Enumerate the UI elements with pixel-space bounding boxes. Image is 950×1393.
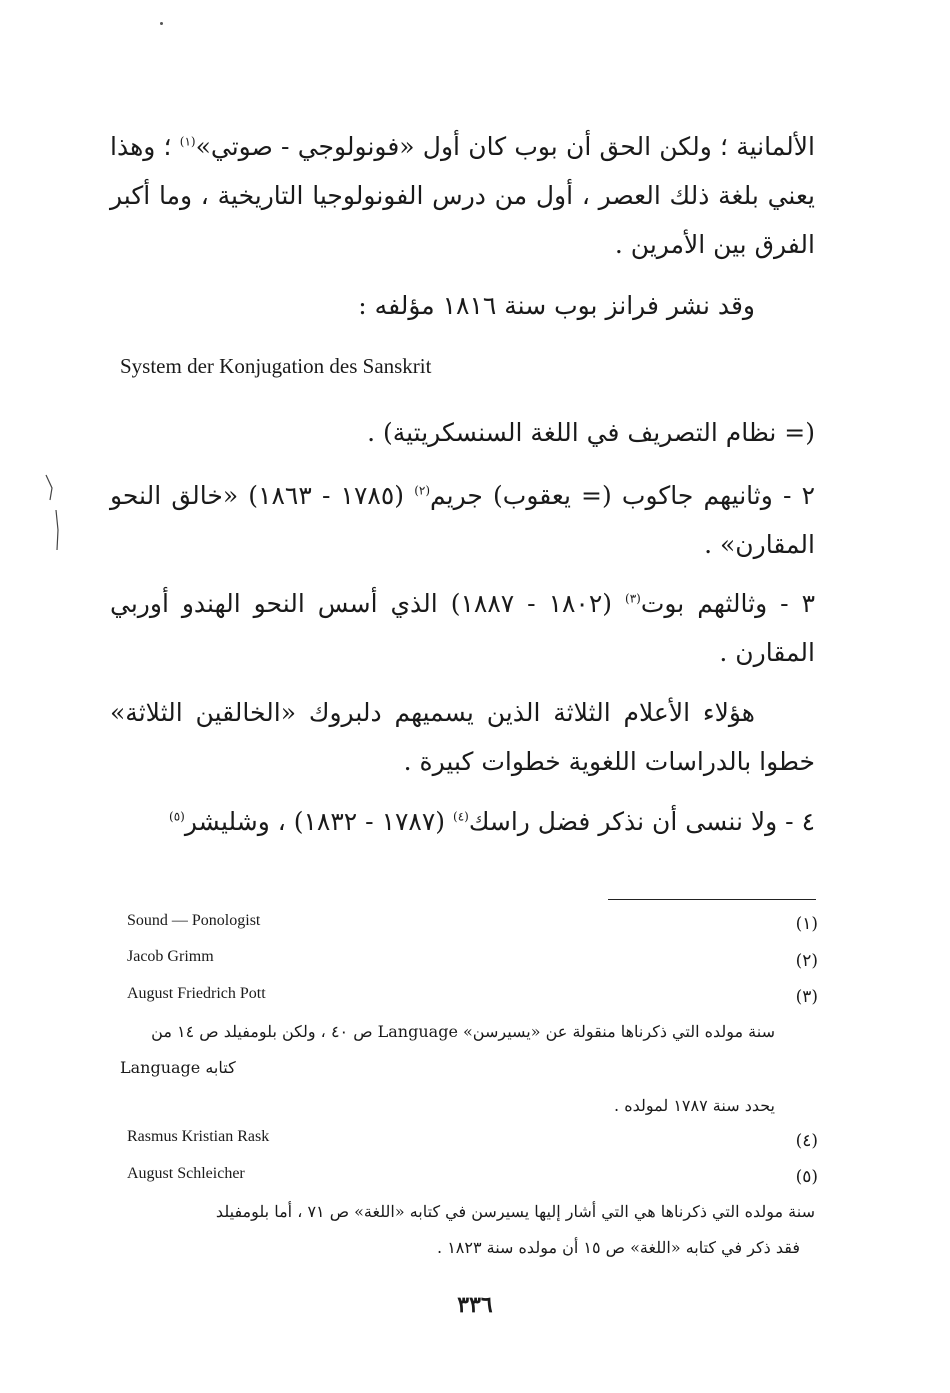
paragraph-7-text-a: ٤ - ولا ننسى أن نذكر فضل راسك	[468, 807, 815, 836]
footnote-2-number: (٢)	[795, 951, 818, 971]
paragraph-1-rest: ؛ وهذا يعني بلغة ذلك العصر ، أول من درس الفونولوجيا التاريخية ، وما أكبر الفرق بين الأمرين .	[110, 132, 815, 259]
paragraph-7	[110, 797, 815, 846]
latin-book-title: System der Konjugation des Sanskrit	[120, 354, 432, 378]
paragraph-4	[110, 471, 815, 569]
footnote-separator	[608, 899, 816, 900]
scan-speck	[160, 22, 163, 25]
footnote-3-text-line-2: يحدد سنة ١٧٨٧ لمولده .	[614, 1096, 775, 1115]
footnote-5-number: (٥)	[795, 1167, 818, 1187]
footnote-5-latin: August Schleicher	[127, 1165, 245, 1182]
margin-scan-marks	[36, 470, 66, 560]
paragraph-3: (= نظام التصريف في اللغة السنسكريتية) .	[367, 418, 815, 447]
footnote-5-text-line-1: سنة مولده التي ذكرناها هي التي أشار إليها يسيرسن في كتابه «اللغة» ص ٧١ ، أما بلومفيلد	[215, 1202, 815, 1221]
footnote-ref-1: (١)	[179, 134, 196, 149]
footnote-ref-5: (٥)	[169, 809, 185, 824]
paragraph-5	[110, 579, 815, 677]
paragraph-6: هؤلاء الأعلام الثلاثة الذين يسميهم دلبروك «الخالقين الثلاثة» خطوا بالدراسات اللغوية خطوات كبيرة .	[110, 698, 815, 776]
paragraph-7-text-b: (١٧٨٧ - ١٨٣٢) ، وشليشر	[184, 807, 446, 836]
paragraph-1-text: الألمانية ؛ ولكن الحق أن بوب كان أول «فونولوجي - صوتي»	[195, 132, 816, 161]
footnote-1-latin: Sound — Ponologist	[127, 912, 261, 929]
footnote-1-number: (١)	[795, 914, 818, 934]
footnote-5-text-line-2: فقد ذكر في كتابه «اللغة» ص ١٥ أن مولده سنة ١٨٢٣ .	[437, 1238, 800, 1257]
paragraph-4-text-b: (١٧٨٥ - ١٨٦٣) «خالق النحو المقارن» .	[110, 481, 815, 559]
footnote-ref-3: (٣)	[625, 591, 641, 606]
page-number: ٣٣٦	[457, 1292, 493, 1318]
footnote-3-number: (٣)	[795, 987, 818, 1007]
footnote-ref-4: (٤)	[453, 809, 469, 824]
footnote-3-latin: August Friedrich Pott	[127, 985, 266, 1002]
paragraph-2: وقد نشر فرانز بوب سنة ١٨١٦ مؤلفه :	[358, 291, 755, 320]
paragraph-4-text-a: ٢ - وثانيهم جاكوب (= يعقوب) جريم	[430, 481, 816, 510]
paragraph-5-text-b: (١٨٠٢ - ١٨٨٧) الذي أسس النحو الهندو أوربي المقارن .	[110, 589, 815, 667]
footnote-2-latin: Jacob Grimm	[127, 948, 214, 965]
footnote-3-text-line-1: سنة مولده التي ذكرناها منقولة عن «يسيرسن» Language ص ٤٠ ، ولكن بلومفيلد ص ١٤ من	[151, 1022, 775, 1041]
footnote-4-number: (٤)	[795, 1131, 818, 1151]
footnote-4-latin: Rasmus Kristian Rask	[127, 1128, 270, 1145]
paragraph-5-text-a: ٣ - وثالثهم بوت	[640, 589, 815, 618]
footnote-ref-2: (٢)	[414, 483, 431, 498]
footnote-3-text-line-1b: كتابه Language	[120, 1058, 236, 1077]
paragraph-1	[110, 122, 815, 269]
